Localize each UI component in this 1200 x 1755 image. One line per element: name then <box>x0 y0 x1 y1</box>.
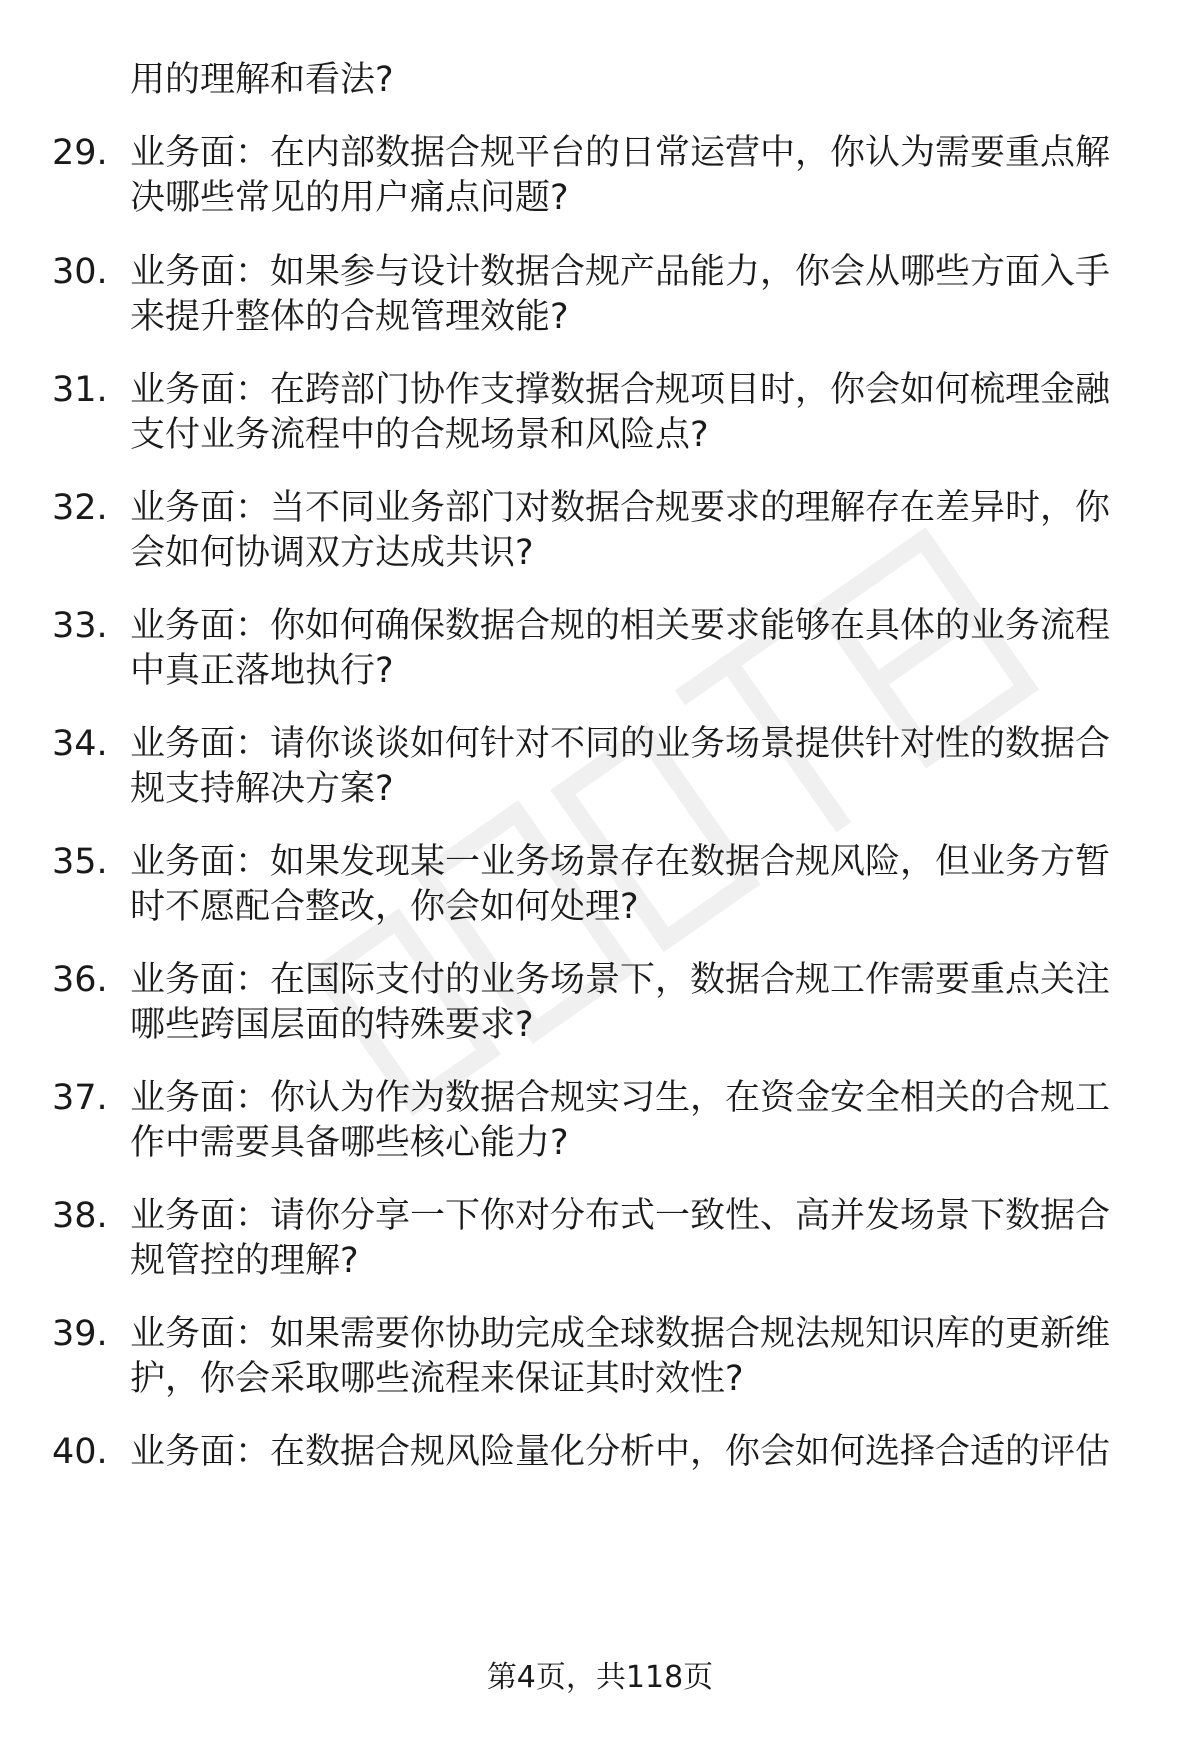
item-number: 34. <box>52 724 108 764</box>
item-number: 37. <box>52 1078 108 1118</box>
item-text-line1: 业务面：如果需要你协助完成全球数据合规法规知识库的更新维 <box>130 1314 1111 1354</box>
item-text-line1: 业务面：如果发现某一业务场景存在数据合规风险，但业务方暂 <box>130 842 1111 882</box>
item-number: 31. <box>52 370 108 410</box>
item-text-line1: 业务面：在内部数据合规平台的日常运营中，你认为需要重点解 <box>130 133 1111 173</box>
item-number: 38. <box>52 1196 108 1236</box>
item-number: 33. <box>52 606 108 646</box>
item-text-line1: 业务面：你认为作为数据合规实习生，在资金安全相关的合规工 <box>130 1078 1111 1118</box>
item-text-line1: 业务面：如果参与设计数据合规产品能力，你会从哪些方面入手 <box>130 252 1111 292</box>
item-text-line2: 时不愿配合整改，你会如何处理? <box>130 887 639 927</box>
item-text-line2: 护，你会采取哪些流程来保证其时效性? <box>130 1359 744 1399</box>
page-footer: 第4页，共118页 <box>486 1660 714 1695</box>
item-text-line2: 支付业务流程中的合规场景和风险点? <box>130 415 709 455</box>
item-text-line2: 规管控的理解? <box>130 1241 359 1281</box>
item-text-line2: 来提升整体的合规管理效能? <box>130 297 569 337</box>
item-number: 29. <box>52 133 108 173</box>
continuation-line: 用的理解和看法? <box>130 60 394 100</box>
item-text-line1: 业务面：请你谈谈如何针对不同的业务场景提供针对性的数据合 <box>130 724 1111 764</box>
item-text-line1: 业务面：你如何确保数据合规的相关要求能够在具体的业务流程 <box>130 606 1111 646</box>
item-text-line1: 业务面：在国际支付的业务场景下，数据合规工作需要重点关注 <box>130 960 1111 1000</box>
item-text-line2: 中真正落地执行? <box>130 651 394 691</box>
item-text-line1: 业务面：请你分享一下你对分布式一致性、高并发场景下数据合 <box>130 1196 1111 1236</box>
item-number: 40. <box>52 1432 108 1472</box>
item-text-line2: 决哪些常见的用户痛点问题? <box>130 178 569 218</box>
item-number: 36. <box>52 960 108 1000</box>
item-text-line1: 业务面：当不同业务部门对数据合规要求的理解存在差异时，你 <box>130 488 1111 528</box>
item-number: 35. <box>52 842 108 882</box>
item-text-line2: 哪些跨国层面的特殊要求? <box>130 1005 534 1045</box>
item-number: 39. <box>52 1314 108 1354</box>
item-number: 30. <box>52 252 108 292</box>
item-text-line2: 作中需要具备哪些核心能力? <box>130 1123 569 1163</box>
item-text-line1: 业务面：在跨部门协作支撑数据合规项目时，你会如何梳理金融 <box>130 370 1111 410</box>
item-number: 32. <box>52 488 108 528</box>
item-text-line2: 会如何协调双方达成共识? <box>130 533 534 573</box>
item-text-line1: 业务面：在数据合规风险量化分析中，你会如何选择合适的评估 <box>130 1432 1111 1472</box>
item-text-line2: 规支持解决方案? <box>130 769 394 809</box>
